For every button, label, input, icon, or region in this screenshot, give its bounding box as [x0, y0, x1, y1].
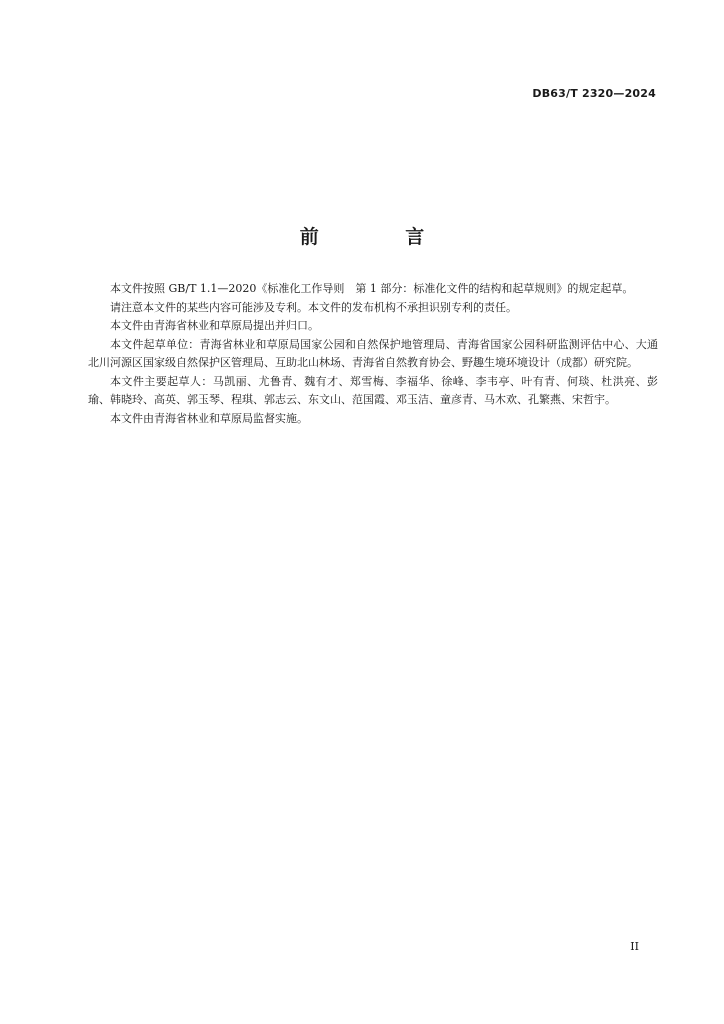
paragraph-standard-basis: 本文件按照 GB/T 1.1—2020《标准化工作导则 第 1 部分：标准化文件的结构和起草规则》的规定起草。 [110, 282, 634, 295]
paragraph-proposer: 本文件由青海省林业和草原局提出并归口。 [110, 319, 319, 332]
paragraph-patent-notice: 请注意本文件的某些内容可能涉及专利。本文件的发布机构不承担识别专利的责任。 [110, 300, 517, 314]
paragraph-supervision: 本文件由青海省林业和草原局监督实施。 [110, 411, 308, 425]
page-title: 前 言 [299, 226, 465, 248]
page-number: II [630, 940, 639, 953]
paragraph-drafting-units: 本文件起草单位：青海省林业和草原局国家公园和自然保护地管理局、青海省国家公园科研监测评估中心、大通北川河源区国家级自然保护区管理局、互助北山林场、青海省自然教育协会、野趣生境环境设计（成都）研究院。 [88, 337, 658, 369]
document-code: DB63/T 2320—2024 [532, 87, 656, 100]
preface-body [88, 280, 658, 428]
paragraph-drafters: 本文件主要起草人：马凯丽、尤鲁青、魏有才、郑雪梅、李福华、徐峰、李韦亭、叶有青、何琰、杜洪亮、彭瑜、韩晓玲、高英、郭玉琴、程琪、郭志云、东文山、范国霞、邓玉洁、童彦青、马木欢、孔繁燕、宋哲宇。 [88, 374, 658, 406]
